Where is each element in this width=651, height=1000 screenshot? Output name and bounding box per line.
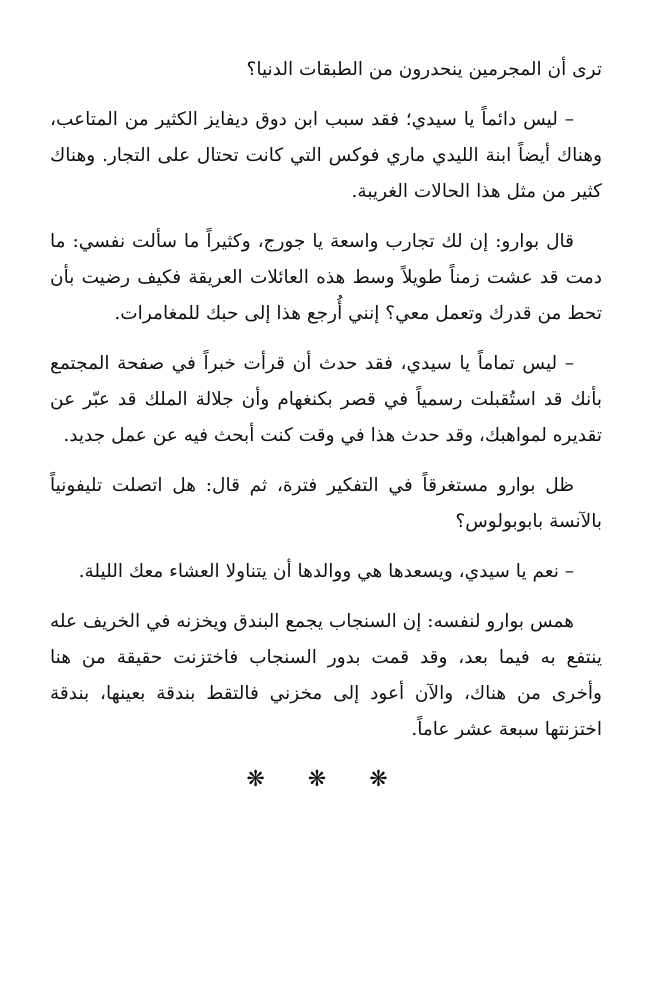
book-page	[50, 52, 602, 798]
paragraph-poirot-remark: قال بوارو: إن لك تجارب واسعة يا جورج، وكثيراً ما سألت نفسي: ما دمت قد عشت زمناً طويلاً وسط هذه العائلات العريقة فكيف رضيت بأن تحط من قدرك وتعمل معي؟ إنني أُرجع هذا إلى حبك للمغامرات.	[50, 231, 602, 324]
paragraph-poirot-thinking: ظل بوارو مستغرقاً في التفكير فترة، ثم قال: هل اتصلت تليفونياً بالآنسة بابوبولوس؟	[50, 475, 602, 532]
paragraph-poirot-whisper: همس بوارو لنفسه: إن السنجاب يجمع البندق ويخزنه في الخريف عله ينتفع به فيما بعد، وقد قمت بدور السنجاب فاختزنت حقيقة من هنا وأخرى من هناك، والآن أعود إلى مخزني فالتقط بندقة بعينها، بندقة اختزنتها سبعة عشر عاماً.	[50, 611, 602, 740]
paragraph-question: ترى أن المجرمين ينحدرون من الطبقات الدنيا؟	[246, 59, 602, 80]
paragraph-george-reply-2: – ليس تماماً يا سيدي، فقد حدث أن قرأت خبراً في صفحة المجتمع بأنك قد استُقبلت رسمياً في قصر بكنغهام وأن جلالة الملك قد عبّر عن تقديره لمواهبك، وقد حدث هذا في وقت كنت أبحث فيه عن عمل جديد.	[50, 353, 602, 446]
section-divider: ❋ ❋ ❋	[246, 767, 406, 792]
paragraph-george-reply-1: – ليس دائماً يا سيدي؛ فقد سبب ابن دوق ديفايز الكثير من المتاعب، وهناك أيضاً ابنة الليدي ماري فوكس التي كانت تحتال على التجار. وهناك كثير من مثل هذا الحالات الغريبة.	[50, 109, 602, 202]
paragraph-george-reply-3: – نعم يا سيدي، ويسعدها هي ووالدها أن يتناولا العشاء معك الليلة.	[78, 561, 574, 582]
